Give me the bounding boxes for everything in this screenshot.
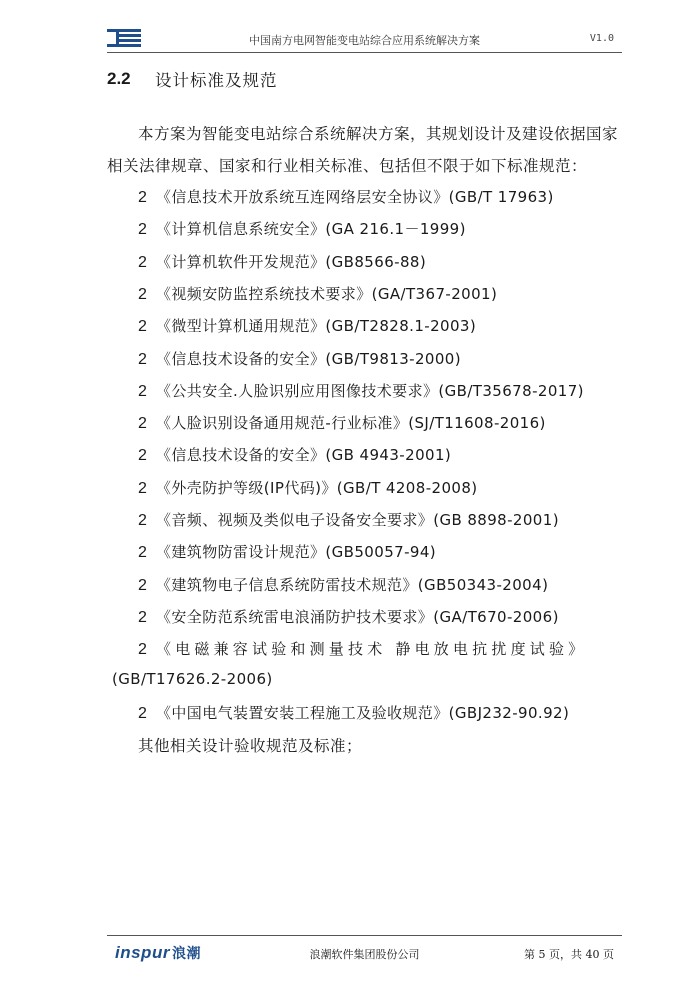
bullet-marker: 2 xyxy=(138,382,148,400)
header-version: V1.0 xyxy=(589,33,614,44)
footer-company: 浪潮软件集团股份公司 xyxy=(309,948,420,961)
standard-text: 《电磁兼容试验和测量技术 静电放电抗扰度试验》 xyxy=(156,640,588,659)
section-heading xyxy=(107,64,278,94)
standard-item-last xyxy=(138,702,569,723)
standard-item xyxy=(138,541,436,562)
page-footer xyxy=(107,935,622,966)
page-header xyxy=(107,26,622,53)
bullet-marker: 2 xyxy=(138,705,148,723)
bullet-marker: 2 xyxy=(138,576,148,594)
closing-text: 其他相关设计验收规范及标准； xyxy=(138,737,363,756)
standard-text: 《视频安防监控系统技术要求》(GA/T367-2001) xyxy=(156,284,498,303)
bullet-marker: 2 xyxy=(138,608,148,626)
standard-text: 《信息技术设备的安全》(GB 4943-2001) xyxy=(156,446,452,465)
standard-text: 《安全防范系统雷电浪涌防护技术要求》(GA/T670-2006) xyxy=(156,607,559,626)
standard-item xyxy=(138,348,461,369)
standard-item xyxy=(138,412,546,433)
standard-item xyxy=(138,574,548,595)
inspur-logo-cn: 浪潮 xyxy=(171,945,201,961)
inspur-logo-text: inspur xyxy=(115,943,170,962)
standard-text: 《人脸识别设备通用规范-行业标准》(SJ/T11608-2016) xyxy=(156,414,546,433)
intro-paragraph-line2: 相关法律规章、国家和行业相关标准、包括但不限于如下标准规范： xyxy=(107,157,588,175)
bullet-marker: 2 xyxy=(138,285,148,303)
bullet-marker: 2 xyxy=(138,350,148,368)
standard-text: 《中国电气装置安装工程施工及验收规范》(GBJ232-90.92) xyxy=(156,704,570,723)
bullet-marker: 2 xyxy=(138,415,148,433)
standard-item xyxy=(138,606,559,627)
bullet-marker: 2 xyxy=(138,641,152,659)
bullet-marker: 2 xyxy=(138,512,148,529)
bullet-marker: 2 xyxy=(138,479,148,497)
bullet-marker: 2 xyxy=(138,253,148,271)
standard-text: 《计算机信息系统安全》(GA 216.1－1999) xyxy=(156,220,466,239)
standard-item xyxy=(138,380,584,401)
standard-text: 《外壳防护等级(IP代码)》(GB/T 4208-2008) xyxy=(156,478,478,497)
standard-item-wrapped xyxy=(138,638,630,659)
standard-text: 《信息技术开放系统互连网络层安全协议》(GB/T 17963) xyxy=(156,188,554,206)
standard-item xyxy=(138,283,497,304)
section-title: 设计标准及规范 xyxy=(155,71,278,90)
standard-item-wrapped-continuation: (GB/T17626.2-2006) xyxy=(112,670,273,689)
standard-item xyxy=(138,509,559,530)
standard-item xyxy=(138,477,478,498)
section-number: 2.2 xyxy=(107,69,131,88)
standard-text: 《建筑物防雷设计规范》(GB50057-94) xyxy=(156,543,437,562)
standard-text: 《建筑物电子信息系统防雷技术规范》(GB50343-2004) xyxy=(156,575,549,594)
standard-text: 《计算机软件开发规范》(GB8566-88) xyxy=(156,252,427,271)
header-title: 中国南方电网智能变电站综合应用系统解决方案 xyxy=(249,34,480,47)
standard-item xyxy=(138,218,466,239)
standard-text: 《信息技术设备的安全》(GB/T9813-2000) xyxy=(156,349,461,368)
bullet-marker: 2 xyxy=(138,189,148,206)
standard-text: 《音频、视频及类似电子设备安全要求》(GB 8898-2001) xyxy=(156,511,559,529)
bullet-marker: 2 xyxy=(138,544,148,562)
standard-item xyxy=(138,315,476,336)
intro-paragraph-line1: 本方案为智能变电站综合系统解决方案，其规划设计及建设依据国家 xyxy=(138,125,619,143)
page-number: 第 5 页，共 40 页 xyxy=(524,948,614,961)
bullet-marker: 2 xyxy=(138,221,148,239)
bullet-marker: 2 xyxy=(138,447,148,465)
bullet-marker: 2 xyxy=(138,318,148,336)
standard-text: 《公共安全.人脸识别应用图像技术要求》(GB/T35678-2017) xyxy=(156,381,584,400)
standard-item xyxy=(138,444,451,465)
standard-item xyxy=(138,251,426,272)
standard-item xyxy=(138,186,554,207)
standard-text: 《微型计算机通用规范》(GB/T2828.1-2003) xyxy=(156,317,477,336)
